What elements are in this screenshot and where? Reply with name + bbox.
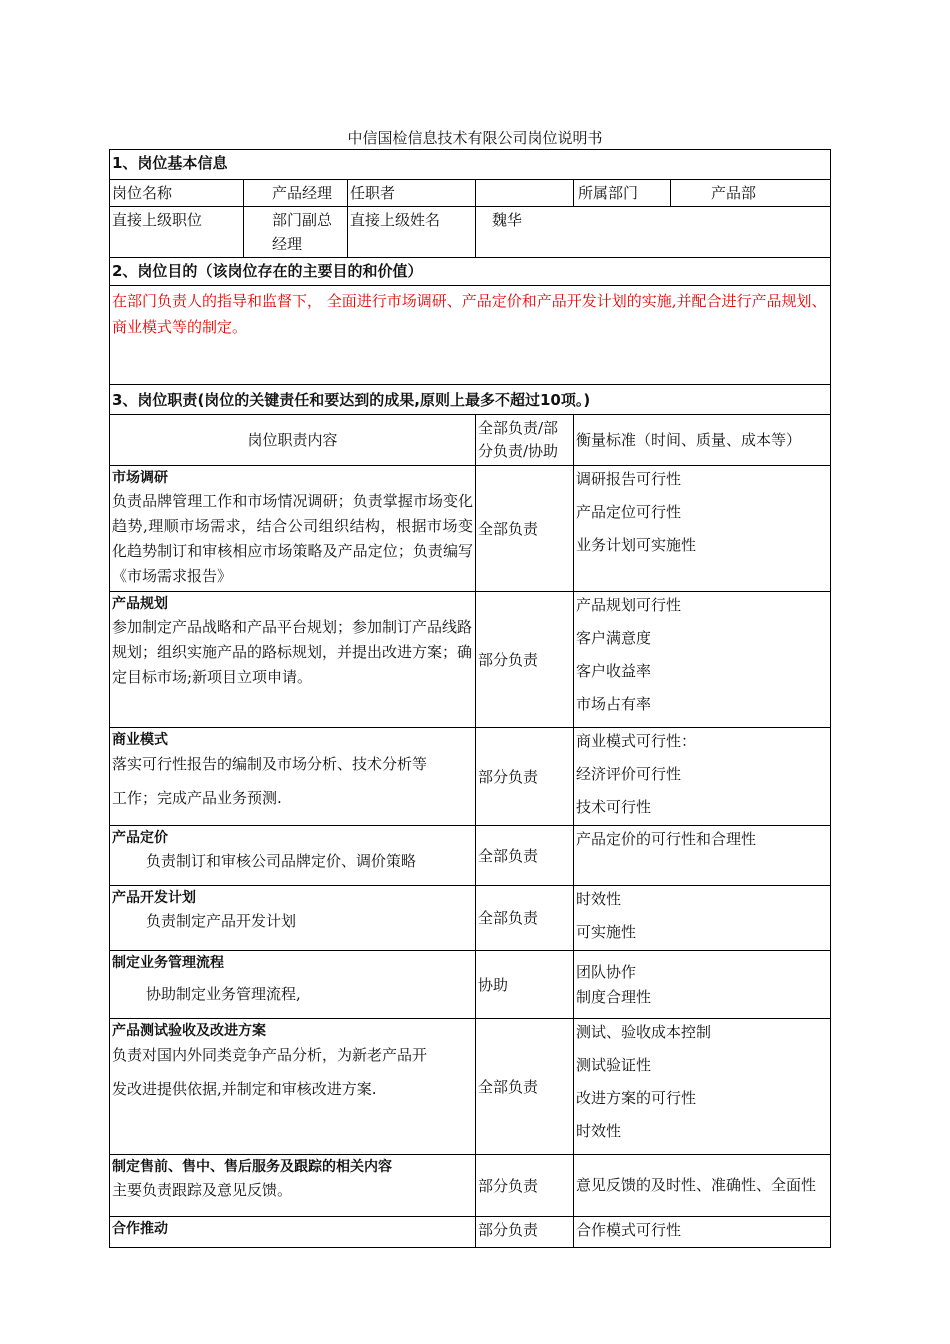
duty-description: 主要负责跟踪及意见反馈。 <box>112 1181 293 1199</box>
criterion: 经济评价可行性 <box>576 765 682 783</box>
duty-description: 负责对国内外同类竞争产品分析，为新老产品开 <box>112 1046 428 1064</box>
criterion: 商业模式可行性： <box>576 732 697 750</box>
criterion: 意见反馈的及时性、准确性、全面性 <box>576 1176 817 1194</box>
duty-description-cont: 发改进提供依据,并制定和审核改进方案. <box>112 1080 377 1098</box>
duty-criteria <box>574 592 831 728</box>
duty-responsibility: 部分负责 <box>476 592 574 728</box>
criterion: 团队协作 <box>576 962 637 981</box>
duty-criteria <box>574 1217 831 1248</box>
duty-row <box>110 728 831 826</box>
duty-responsibility: 全部负责 <box>476 1019 574 1155</box>
duty-description: 落实可行性报告的编制及市场分析、技术分析等 <box>112 755 428 773</box>
holder-value <box>476 180 574 207</box>
duty-title: 市场调研 <box>112 470 168 486</box>
duty-title: 产品开发计划 <box>112 890 196 906</box>
duty-responsibility: 部分负责 <box>476 1217 574 1248</box>
criterion: 调研报告可行性 <box>576 470 682 488</box>
duty-row <box>110 1155 831 1217</box>
superior-name-value: 魏华 <box>476 207 831 258</box>
duty-title: 产品定价 <box>112 830 168 846</box>
duty-content <box>110 728 476 826</box>
department-value: 产品部 <box>671 180 831 207</box>
col-header-content: 岗位职责内容 <box>110 415 476 466</box>
criterion: 技术可行性 <box>576 798 652 816</box>
duty-title: 制定业务管理流程 <box>112 955 224 971</box>
duty-content <box>110 886 476 951</box>
duty-description: 负责制定产品开发计划 <box>146 912 297 930</box>
duty-content <box>110 1217 476 1248</box>
duty-row <box>110 592 831 728</box>
duty-row <box>110 1019 831 1155</box>
duty-description: 协助制定业务管理流程, <box>146 985 301 1003</box>
criterion: 可实施性 <box>576 923 637 941</box>
document-title: 中信国检信息技术有限公司岗位说明书 <box>347 129 603 147</box>
section3-heading: 3、岗位职责(岗位的关键责任和要达到的成果,原则上最多不超过10项。) <box>110 385 831 415</box>
duty-criteria <box>574 728 831 826</box>
criterion: 时效性 <box>576 890 622 908</box>
duty-description: 参加制定产品战略和产品平台规划；参加制订产品线路规划；组织实施产品的路标规划，并提出改进方案；确定目标市场;新项目立项申请。 <box>112 618 473 686</box>
duty-criteria <box>574 466 831 592</box>
purpose-text: 在部门负责人的指导和监督下， 全面进行市场调研、产品定价和产品开发计划的实施,并配合进行产品规划、商业模式等的制定。 <box>110 286 831 385</box>
duty-content <box>110 466 476 592</box>
duty-row <box>110 886 831 951</box>
duty-content <box>110 1019 476 1155</box>
label-superior-title: 直接上级职位 <box>110 207 244 258</box>
duty-row <box>110 1217 831 1248</box>
duty-title: 产品测试验收及改进方案 <box>112 1023 266 1039</box>
duty-description: 负责制订和审核公司品牌定价、调价策略 <box>146 852 417 870</box>
duty-title: 商业模式 <box>112 732 168 748</box>
criterion: 产品定价的可行性和合理性 <box>576 830 757 848</box>
criterion: 市场占有率 <box>576 695 652 713</box>
duty-content <box>110 592 476 728</box>
criterion: 产品定位可行性 <box>576 503 682 521</box>
criterion: 测试验证性 <box>576 1056 652 1074</box>
duty-content <box>110 826 476 886</box>
superior-title-value: 部门副总经理 <box>244 207 348 258</box>
duty-responsibility: 全部负责 <box>476 886 574 951</box>
criterion: 改进方案的可行性 <box>576 1089 697 1107</box>
duty-row <box>110 466 831 592</box>
duty-title: 合作推动 <box>112 1221 168 1237</box>
col-header-measure: 衡量标准（时间、质量、成本等） <box>574 415 831 466</box>
label-position-name: 岗位名称 <box>110 180 244 207</box>
duty-responsibility: 协助 <box>476 951 574 1019</box>
duty-title: 制定售前、售中、售后服务及跟踪的相关内容 <box>112 1159 392 1175</box>
col-header-responsibility: 全部负责/部分负责/协助 <box>476 415 574 466</box>
duty-criteria <box>574 1155 831 1217</box>
duty-title: 产品规划 <box>112 596 168 612</box>
criterion: 测试、验收成本控制 <box>576 1023 712 1041</box>
duty-responsibility: 部分负责 <box>476 1155 574 1217</box>
duty-criteria <box>574 826 831 886</box>
criterion: 合作模式可行性 <box>576 1221 682 1239</box>
position-name-value: 产品经理 <box>244 180 348 207</box>
duty-criteria <box>574 1019 831 1155</box>
section2-heading: 2、岗位目的（该岗位存在的主要目的和价值） <box>110 258 831 286</box>
job-description-table <box>109 149 831 1248</box>
duty-criteria <box>574 951 831 1019</box>
duty-description: 负责品牌管理工作和市场情况调研；负责掌握市场变化趋势,理顺市场需求，结合公司组织结构，根据市场变化趋势制订和审核相应市场策略及产品定位；负责编写《市场需求报告》 <box>112 492 473 585</box>
criterion: 制度合理性 <box>576 987 652 1006</box>
duty-description-cont: 工作；完成产品业务预测. <box>112 789 282 807</box>
duty-content <box>110 951 476 1019</box>
duty-row <box>110 951 831 1019</box>
criterion: 业务计划可实施性 <box>576 536 697 554</box>
criterion: 产品规划可行性 <box>576 596 682 614</box>
duty-responsibility: 全部负责 <box>476 466 574 592</box>
label-superior-name: 直接上级姓名 <box>348 207 476 258</box>
duty-responsibility: 全部负责 <box>476 826 574 886</box>
label-department: 所属部门 <box>574 180 671 207</box>
label-holder: 任职者 <box>348 180 476 207</box>
criterion: 客户收益率 <box>576 662 652 680</box>
duty-content <box>110 1155 476 1217</box>
criterion: 时效性 <box>576 1122 622 1140</box>
duty-criteria <box>574 886 831 951</box>
duty-responsibility: 部分负责 <box>476 728 574 826</box>
section1-heading: 1、岗位基本信息 <box>110 150 831 180</box>
criterion: 客户满意度 <box>576 629 652 647</box>
duty-row <box>110 826 831 886</box>
